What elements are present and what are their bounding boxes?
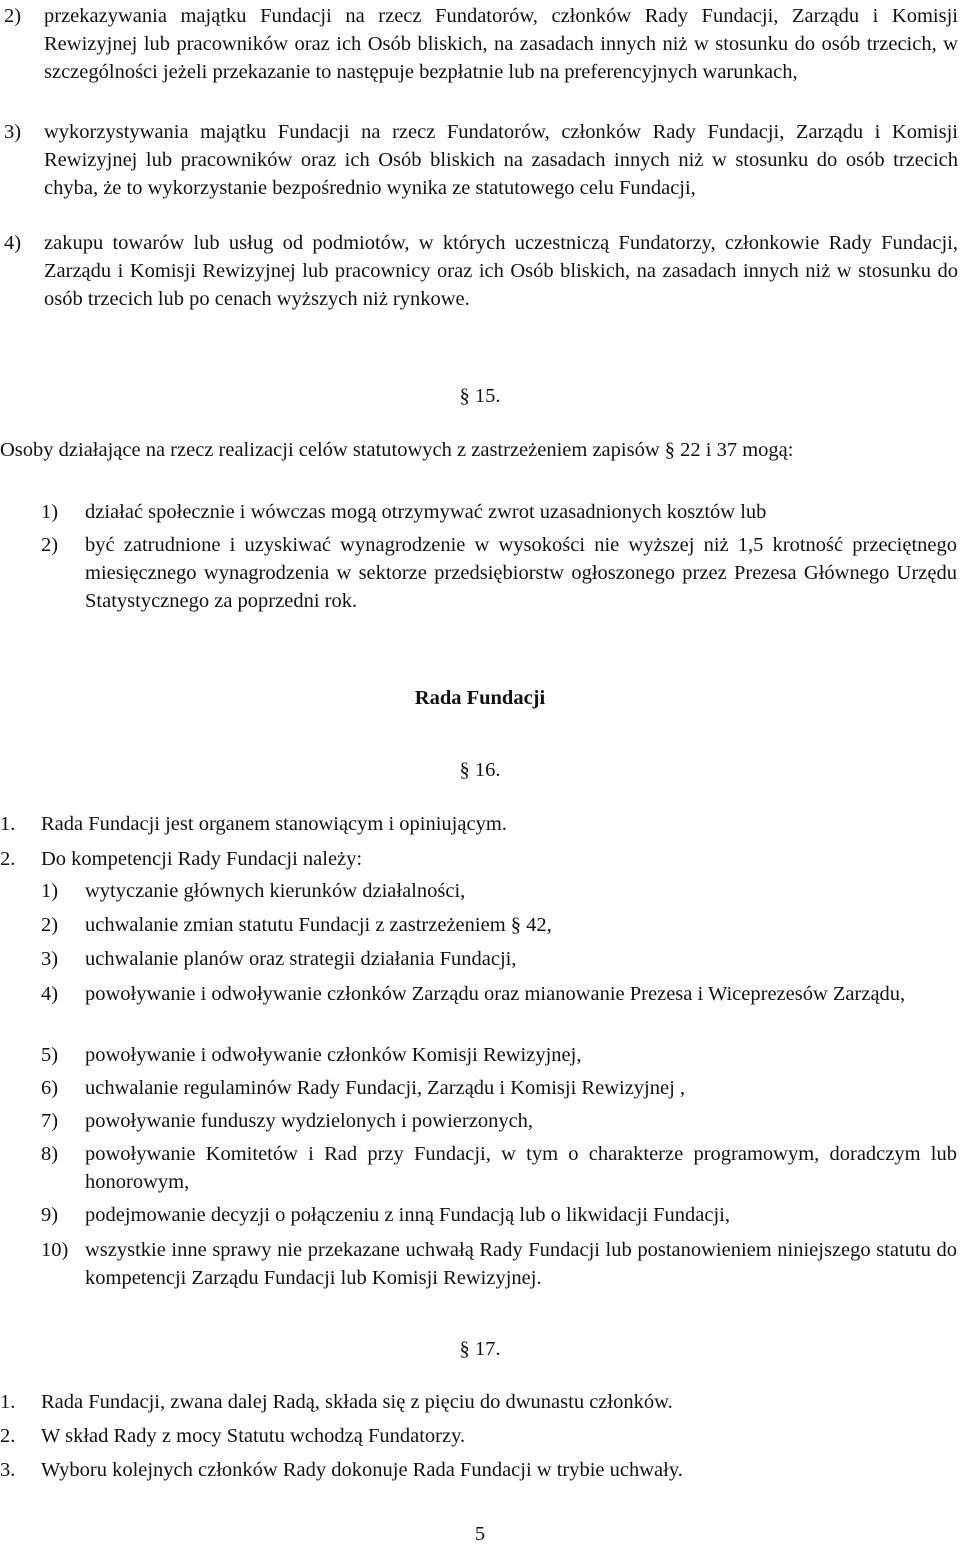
item-text: wykorzystywania majątku Fundacji na rzecz Fundatorów, członków Rady Fundacji, Zarządu i Komisji Rewizyjnej lub pracowników oraz ich Osób bliskich na zasadach innych niż w stosunku do osób trzecich chyba, że to wykorzystanie bezpośrednio wynika ze statutowego celu Fundacji, [44, 121, 958, 199]
item-number: 5) [41, 1044, 59, 1066]
section-heading: Rada Fundacji [414, 687, 546, 709]
item-number: 1) [41, 880, 59, 902]
list-item [41, 911, 957, 939]
list-item [0, 2, 958, 86]
item-text: W skład Rady z mocy Statutu wchodzą Fundatorzy. [41, 1425, 466, 1447]
list-item [0, 1422, 958, 1450]
list-item [0, 118, 958, 202]
paragraph-mark: § 17. [459, 1338, 501, 1360]
item-number: 1) [41, 501, 59, 523]
item-text: Wyboru kolejnych członków Rady dokonuje Rada Fundacji w trybie uchwały. [41, 1459, 683, 1481]
paragraph-mark: § 15. [459, 385, 501, 407]
page-number: 5 [474, 1523, 486, 1545]
item-number: 2. [0, 848, 16, 870]
item-number: 4) [4, 232, 22, 254]
item-text: powoływanie i odwoływanie członków Zarządu oraz mianowanie Prezesa i Wiceprezesów Zarządu, [85, 983, 906, 1005]
list-item [0, 810, 958, 838]
item-text: wytyczanie głównych kierunków działalności, [85, 880, 466, 902]
list-item [0, 1456, 958, 1484]
list-item [0, 1388, 958, 1416]
item-text: powoływanie i odwoływanie członków Komisji Rewizyjnej, [85, 1044, 582, 1066]
list-item [41, 531, 957, 615]
item-number: 2) [41, 914, 59, 936]
item-text: działać społecznie i wówczas mogą otrzymywać zwrot uzasadnionych kosztów lub [85, 501, 767, 523]
item-text: przekazywania majątku Fundacji na rzecz Fundatorów, członków Rady Fundacji, Zarządu i Komisji Rewizyjnej lub pracowników oraz ich Osób bliskich, na zasadach innych niż w stosunku do osób trzecich, w szczególności jeżeli przekazanie to następuje bezpłatnie lub na preferencyjnych warunkach, [44, 5, 958, 83]
item-text: powoływanie Komitetów i Rad przy Fundacji, w tym o charakterze programowym, doradczym lub honorowym, [85, 1143, 957, 1193]
paragraph-lead: Osoby działające na rzecz realizacji celów statutowych z zastrzeżeniem zapisów § 22 i 37 mogą: [0, 439, 794, 461]
item-text: zakupu towarów lub usług od podmiotów, w których uczestniczą Fundatorzy, członkowie Rady Fundacji, Zarządu i Komisji Rewizyjnej lub pracownicy oraz ich Osób bliskich, na zasadach innych niż w stosunku do osób trzecich lub po cenach wyższych niż rynkowe. [44, 232, 958, 310]
list-item [41, 877, 957, 905]
item-number: 10) [41, 1239, 69, 1261]
list-item [41, 498, 957, 526]
item-text: wszystkie inne sprawy nie przekazane uchwałą Rady Fundacji lub postanowieniem niniejszego statutu do kompetencji Zarządu Fundacji lub Komisji Rewizyjnej. [85, 1239, 957, 1289]
item-number: 2) [41, 534, 59, 556]
item-number: 3. [0, 1459, 16, 1481]
list-item [41, 1107, 957, 1135]
item-number: 4) [41, 983, 59, 1005]
item-text: być zatrudnione i uzyskiwać wynagrodzenie w wysokości nie wyższej niż 1,5 krotność przeciętnego miesięcznego wynagrodzenia w sektorze przedsiębiorstw ogłoszonego przez Prezesa Głównego Urzędu Statystycznego za poprzedni rok. [85, 534, 957, 612]
item-number: 2) [4, 5, 22, 27]
item-text: uchwalanie zmian statutu Fundacji z zastrzeżeniem § 42, [85, 914, 552, 936]
list-item [41, 980, 957, 1008]
item-text: Do kompetencji Rady Fundacji należy: [41, 848, 363, 870]
list-item [41, 1074, 957, 1102]
list-item [41, 1041, 957, 1069]
item-number: 1. [0, 1391, 16, 1413]
item-text: uchwalanie regulaminów Rady Fundacji, Zarządu i Komisji Rewizyjnej , [85, 1077, 686, 1099]
item-number: 7) [41, 1110, 59, 1132]
item-number: 2. [0, 1425, 16, 1447]
item-text: Rada Fundacji jest organem stanowiącym i opiniującym. [41, 813, 507, 835]
list-item [41, 1140, 957, 1196]
list-item [41, 1236, 957, 1292]
item-number: 3) [4, 121, 22, 143]
item-text: powoływanie funduszy wydzielonych i powierzonych, [85, 1110, 534, 1132]
item-number: 9) [41, 1204, 59, 1226]
list-item [0, 845, 958, 873]
paragraph-mark: § 16. [459, 759, 501, 781]
list-item [41, 945, 957, 973]
item-number: 3) [41, 948, 59, 970]
item-text: uchwalanie planów oraz strategii działania Fundacji, [85, 948, 517, 970]
item-text: podejmowanie decyzji o połączeniu z inną Fundacją lub o likwidacji Fundacji, [85, 1204, 730, 1226]
item-text: Rada Fundacji, zwana dalej Radą, składa się z pięciu do dwunastu członków. [41, 1391, 673, 1413]
list-item [41, 1201, 957, 1229]
item-number: 8) [41, 1143, 59, 1165]
item-number: 6) [41, 1077, 59, 1099]
item-number: 1. [0, 813, 16, 835]
list-item [0, 229, 958, 313]
